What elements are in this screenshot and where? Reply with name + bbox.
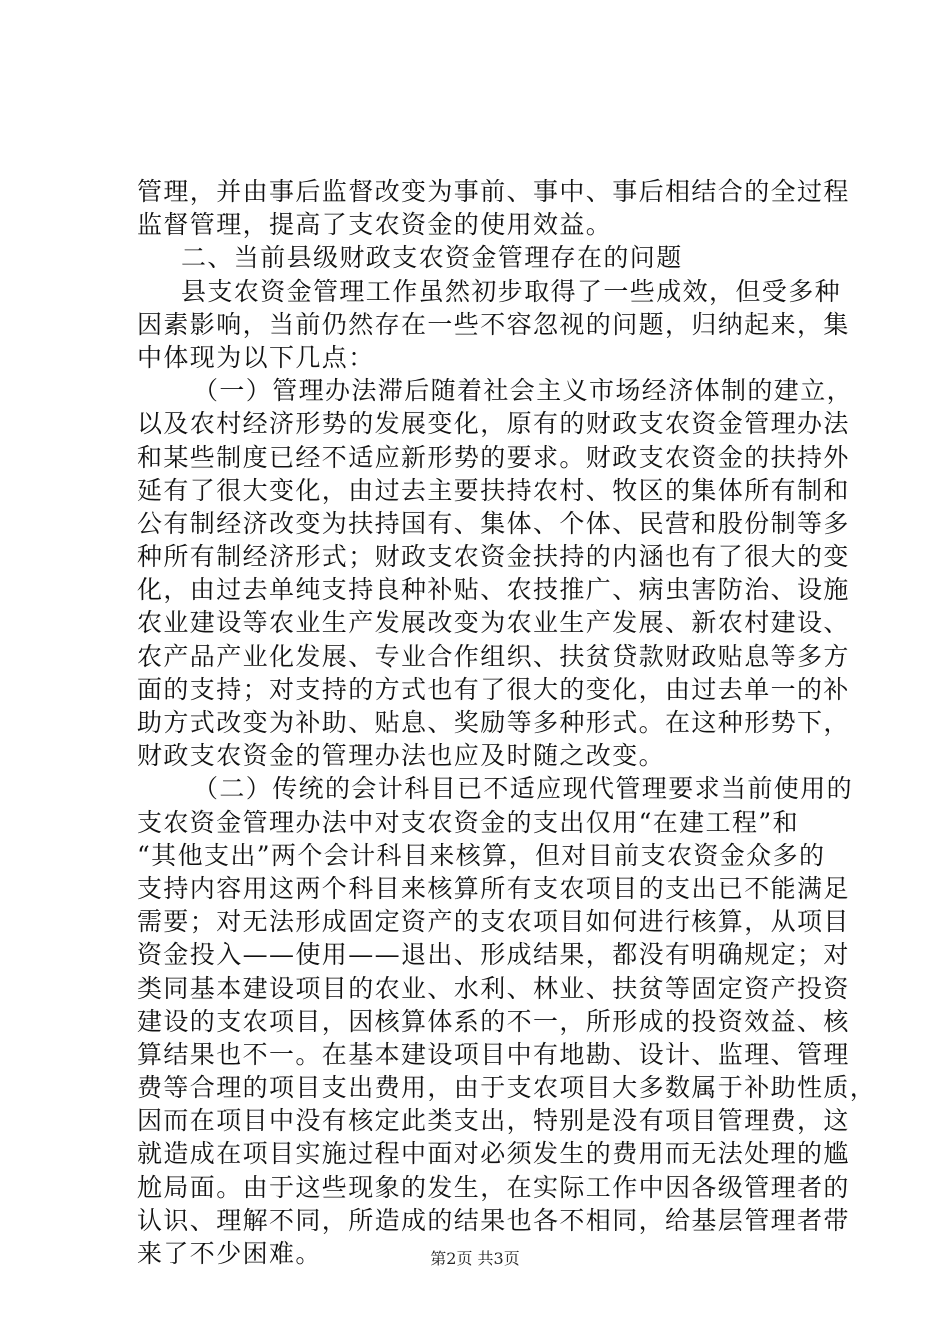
subsection-heading-1: （一）管理办法滞后随着社会主义市场经济体制的建立， bbox=[193, 376, 854, 406]
text-line: 面的支持；对支持的方式也有了很大的变化，由过去单一的补 bbox=[137, 674, 850, 704]
text-line: 化，由过去单纯支持良种补贴、农技推广、病虫害防治、设施 bbox=[137, 575, 850, 605]
text-line: 公有制经济改变为扶持国有、集体、个体、民营和股份制等多 bbox=[137, 508, 850, 538]
text-line: 支农资金管理办法中对支农资金的支出仅用“在建工程”和 bbox=[137, 807, 799, 837]
paragraph-start: 县支农资金管理工作虽然初步取得了一些成效，但受多种 bbox=[181, 276, 842, 306]
text-line: 财政支农资金的管理办法也应及时随之改变。 bbox=[137, 741, 666, 771]
text-line: 认识、理解不同，所造成的结果也各不相同，给基层管理者带 bbox=[137, 1205, 850, 1235]
text-line: “其他支出”两个会计科目来核算，但对目前支农资金众多的 bbox=[137, 840, 826, 870]
text-line: 就造成在项目实施过程中面对必须发生的费用而无法处理的尴 bbox=[137, 1139, 850, 1169]
text-line: 资金投入——使用——退出、形成结果，都没有明确规定；对 bbox=[137, 940, 850, 970]
text-line: 以及农村经济形势的发展变化，原有的财政支农资金管理办法 bbox=[137, 409, 850, 439]
text-line: 农产品产业化发展、专业合作组织、扶贫贷款财政贴息等多方 bbox=[137, 641, 850, 671]
text-line: 管理，并由事后监督改变为事前、事中、事后相结合的全过程 bbox=[137, 177, 850, 206]
document-body bbox=[137, 175, 877, 1270]
page-number-footer: 第2页 共3页 bbox=[430, 1249, 520, 1268]
text-line: 助方式改变为补助、贴息、奖励等多种形式。在这种形势下， bbox=[137, 708, 850, 737]
text-line: 建设的支农项目，因核算体系的不一，所形成的投资效益、核 bbox=[137, 1006, 850, 1036]
text-line: 中体现为以下几点： bbox=[137, 342, 375, 372]
text-line: 费等合理的项目支出费用，由于支农项目大多数属于补助性质， bbox=[137, 1073, 877, 1103]
text-line: 来了不少困难。 bbox=[137, 1239, 322, 1268]
text-line: 算结果也不一。在基本建设项目中有地勘、设计、监理、管理 bbox=[137, 1039, 850, 1069]
text-line: 种所有制经济形式；财政支农资金扶持的内涵也有了很大的变 bbox=[137, 542, 850, 572]
text-line: 尬局面。由于这些现象的发生，在实际工作中因各级管理者的 bbox=[137, 1172, 850, 1202]
text-line: 监督管理，提高了支农资金的使用效益。 bbox=[137, 210, 613, 240]
section-heading: 二、当前县级财政支农资金管理存在的问题 bbox=[181, 243, 683, 273]
text-line: 因而在项目中没有核定此类支出，特别是没有项目管理费，这 bbox=[137, 1106, 850, 1136]
text-line: 类同基本建设项目的农业、水利、林业、扶贫等固定资产投资 bbox=[137, 973, 850, 1003]
text-line: 农业建设等农业生产发展改变为农业生产发展、新农村建设、 bbox=[137, 608, 850, 638]
text-line: 延有了很大变化，由过去主要扶持农村、牧区的集体所有制和 bbox=[137, 475, 850, 505]
text-line: 和某些制度已经不适应新形势的要求。财政支农资金的扶持外 bbox=[137, 442, 850, 472]
text-line: 支持内容用这两个科目来核算所有支农项目的支出已不能满足 bbox=[137, 873, 850, 903]
text-line: 需要；对无法形成固定资产的支农项目如何进行核算，从项目 bbox=[137, 907, 850, 937]
subsection-heading-2: （二）传统的会计科目已不适应现代管理要求当前使用的 bbox=[193, 774, 854, 804]
text-line: 因素影响，当前仍然存在一些不容忽视的问题，归纳起来，集 bbox=[137, 309, 850, 339]
